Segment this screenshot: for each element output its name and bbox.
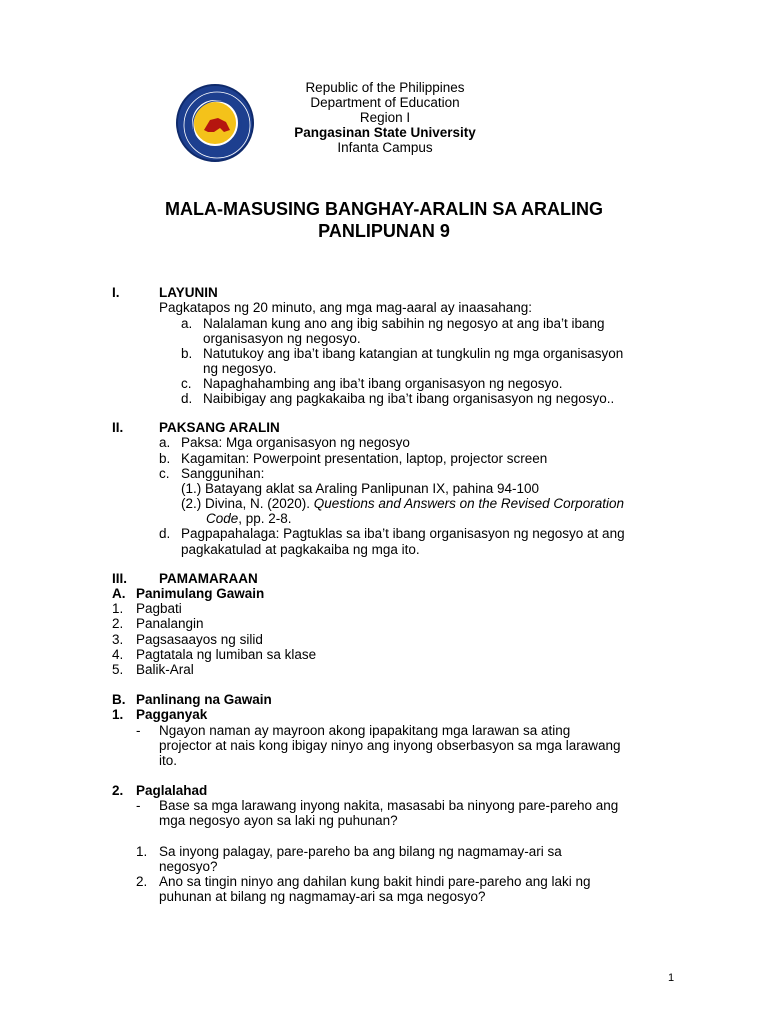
header-department: Department of Education: [310, 95, 460, 110]
motivation-heading: Pagganyak: [136, 707, 208, 722]
objective-a-line2: organisasyon ng negosyo.: [203, 331, 361, 346]
reference-2-pages: , pp. 2-8.: [238, 511, 292, 526]
objective-b-marker: b.: [181, 346, 193, 361]
activity-1: Pagbati: [136, 601, 182, 616]
motivation-line2: projector at nais kong ibigay ninyo ang inyong obserbasyon sa mga larawang: [159, 738, 621, 753]
activity-1-marker: 1.: [112, 601, 124, 616]
section-1-intro: Pagkatapos ng 20 minuto, ang mga mag-aaral ay inaasahang:: [159, 300, 532, 315]
reference-2-author: (2.) Divina, N. (2020).: [181, 496, 314, 511]
subject-values-line1: Pagpapahalaga: Pagtuklas sa iba’t ibang organisasyon ng negosyo at ang: [181, 526, 625, 541]
reference-1: (1.) Batayang aklat sa Araling Panlipunan IX, pahina 94-100: [181, 481, 539, 496]
part-b-marker: B.: [112, 692, 126, 707]
question-1-line2: negosyo?: [159, 859, 218, 874]
section-1-number: I.: [112, 285, 120, 300]
subject-d-marker: d.: [159, 526, 171, 541]
activity-2-marker: 2.: [112, 616, 124, 631]
subject-references-label: Sanggunihan:: [181, 466, 265, 481]
section-2-number: II.: [112, 420, 124, 435]
university-seal-logo: [176, 84, 254, 162]
title-line-1: MALA-MASUSING BANGHAY-ARALIN SA ARALING: [165, 199, 603, 219]
objective-c-marker: c.: [181, 376, 192, 391]
subject-values-line2: pagkakatulad at pagkakaiba ng mga ito.: [181, 542, 420, 557]
part-b-heading: Panlinang na Gawain: [136, 692, 272, 707]
part-a-marker: A.: [112, 586, 126, 601]
activity-5-marker: 5.: [112, 662, 124, 677]
reference-2-title-cont: Code: [206, 511, 239, 526]
question-1-line1: Sa inyong palagay, pare-pareho ba ang bilang ng nagmamay-ari sa: [159, 844, 562, 859]
activity-5: Balik-Aral: [136, 662, 194, 677]
motivation-dash: -: [136, 723, 141, 738]
objective-a-marker: a.: [181, 316, 193, 331]
seal-lion-icon: [178, 86, 256, 164]
letterhead: [270, 80, 500, 155]
question-2-line2: puhunan at bilang ng nagmamay-ari sa mga negosyo?: [159, 889, 486, 904]
part-a-heading: Panimulang Gawain: [136, 586, 265, 601]
activity-4: Pagtatala ng lumiban sa klase: [136, 647, 317, 662]
motivation-marker: 1.: [112, 707, 124, 722]
question-2-marker: 2.: [136, 874, 148, 889]
presentation-dash: -: [136, 798, 141, 813]
presentation-line2: mga negosyo ayon sa laki ng puhunan?: [159, 813, 398, 828]
document-title: [0, 198, 768, 242]
reference-2: [181, 496, 624, 511]
reference-2-cont: [206, 511, 292, 526]
activity-4-marker: 4.: [112, 647, 124, 662]
header-university: Pangasinan State University: [294, 125, 476, 140]
page-number: 1: [668, 972, 675, 984]
section-2-heading: PAKSANG ARALIN: [159, 420, 280, 435]
motivation-line1: Ngayon naman ay mayroon akong ipapakitang mga larawan sa ating: [159, 723, 571, 738]
presentation-heading: Paglalahad: [136, 783, 208, 798]
motivation-line3: ito.: [159, 753, 178, 768]
objective-d-marker: d.: [181, 391, 193, 406]
header-campus: Infanta Campus: [337, 140, 433, 155]
subject-b-marker: b.: [159, 451, 171, 466]
section-3-heading: PAMAMARAAN: [159, 571, 258, 586]
subject-a-marker: a.: [159, 435, 171, 450]
objective-b-line2: ng negosyo.: [203, 361, 277, 376]
subject-materials: Kagamitan: Powerpoint presentation, laptop, projector screen: [181, 451, 548, 466]
question-1-marker: 1.: [136, 844, 148, 859]
subject-c-marker: c.: [159, 466, 170, 481]
objective-b-line1: Natutukoy ang iba’t ibang katangian at tungkulin ng mga organisasyon: [203, 346, 624, 361]
objective-a-line1: Nalalaman kung ano ang ibig sabihin ng negosyo at ang iba’t ibang: [203, 316, 605, 331]
objective-d-line1: Naibibigay ang pagkakaiba ng iba’t ibang organisasyon ng negosyo..: [203, 391, 615, 406]
activity-2: Panalangin: [136, 616, 204, 631]
activity-3-marker: 3.: [112, 632, 124, 647]
subject-topic: Paksa: Mga organisasyon ng negosyo: [181, 435, 410, 450]
section-1-heading: LAYUNIN: [159, 285, 218, 300]
header-region: Region I: [359, 110, 411, 125]
objective-c-line1: Napaghahambing ang iba’t ibang organisasyon ng negosyo.: [203, 376, 563, 391]
question-2-line1: Ano sa tingin ninyo ang dahilan kung bakit hindi pare-pareho ang laki ng: [159, 874, 591, 889]
title-line-2: PANLIPUNAN 9: [318, 221, 450, 241]
reference-2-title: Questions and Answers on the Revised Corporation: [313, 496, 624, 511]
activity-3: Pagsasaayos ng silid: [136, 632, 263, 647]
section-3-number: III.: [112, 571, 128, 586]
presentation-marker: 2.: [112, 783, 124, 798]
presentation-line1: Base sa mga larawang inyong nakita, masasabi ba ninyong pare-pareho ang: [159, 798, 619, 813]
header-republic: Republic of the Philippines: [305, 80, 465, 95]
